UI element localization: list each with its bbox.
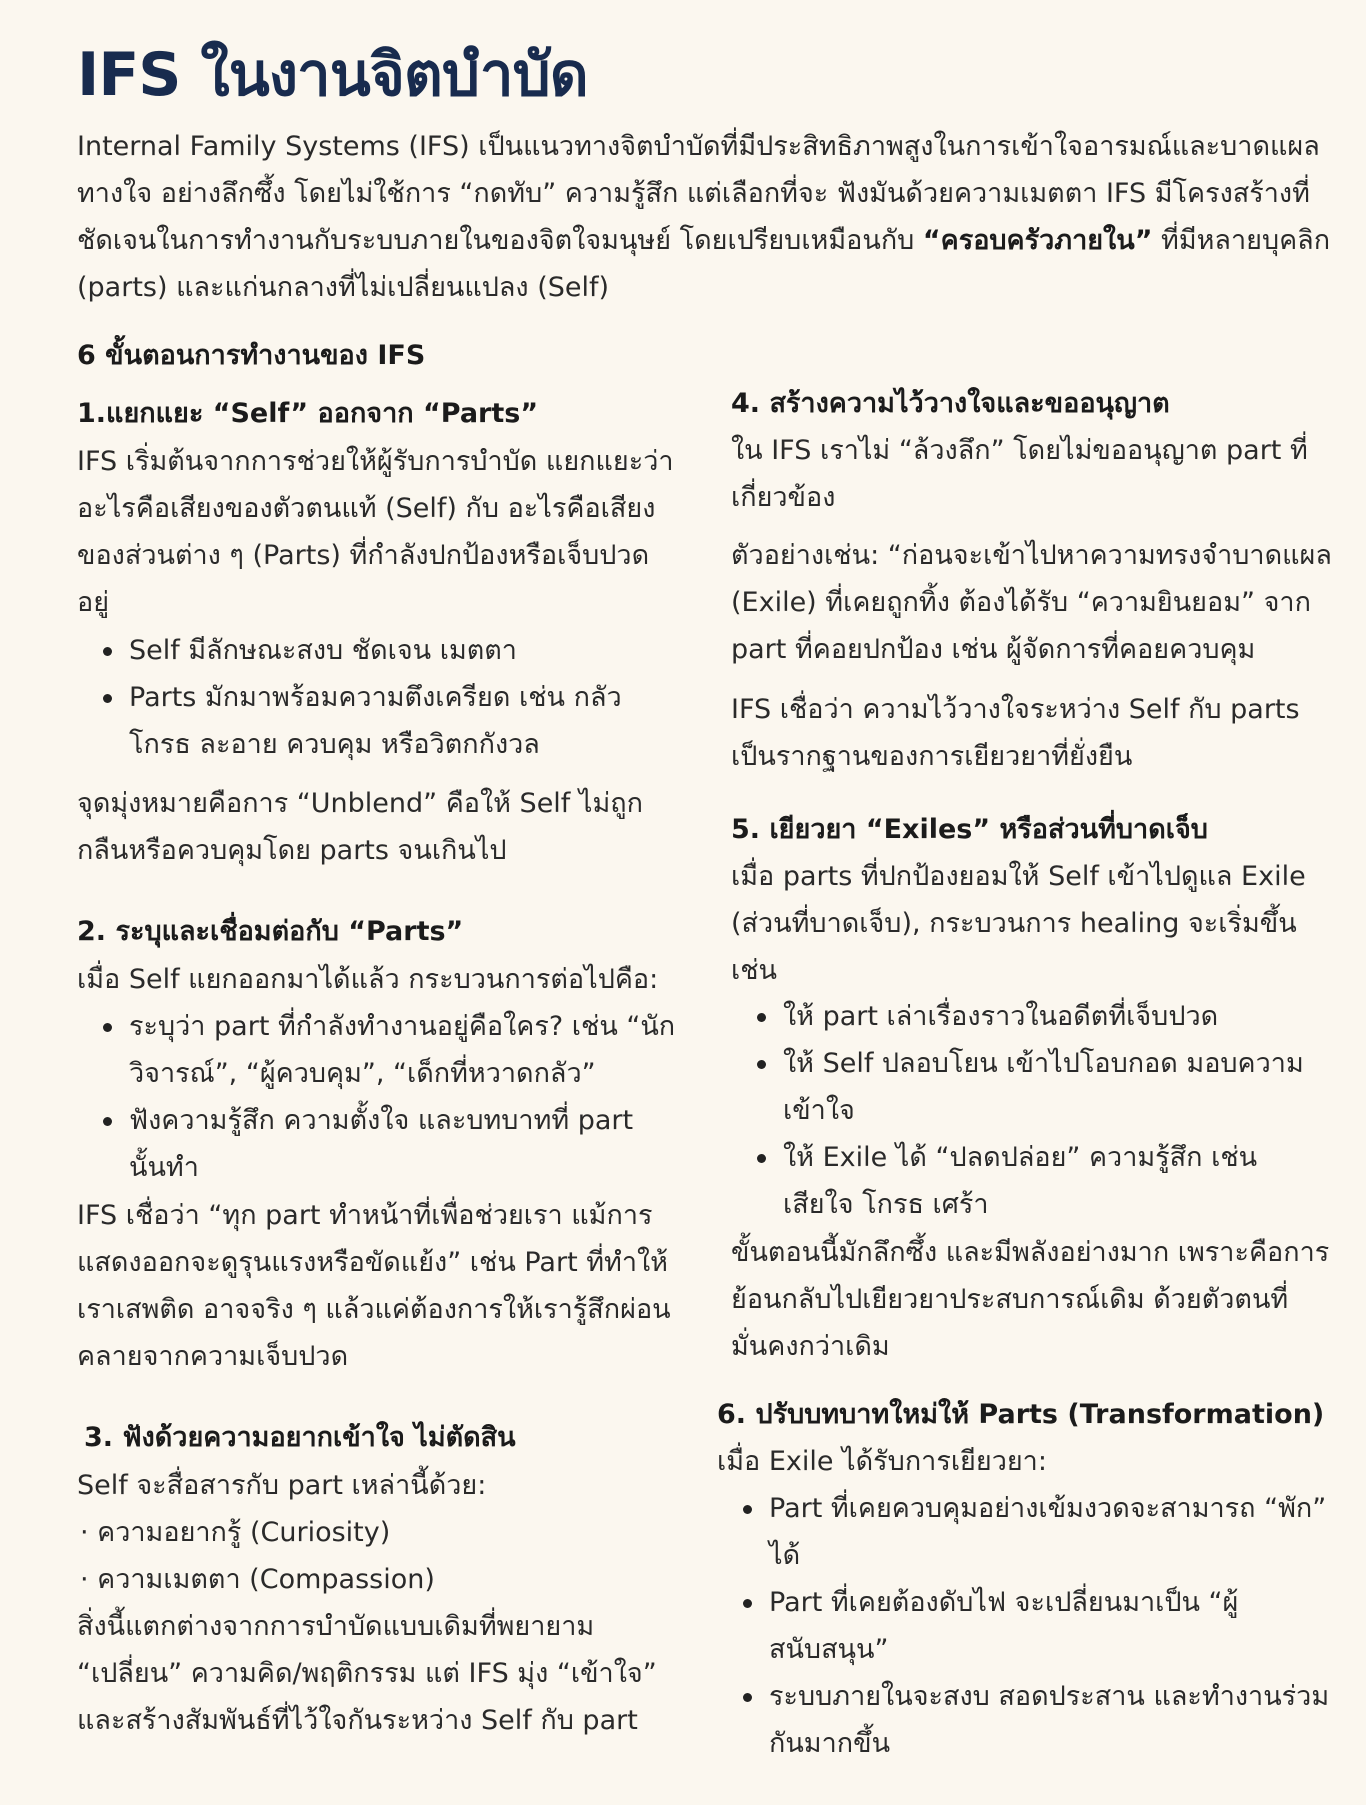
step1-goal: จุดมุ่งหมายคือการ “Unblend” คือให้ Self ไม่ถูกกลืนหรือควบคุมโดย parts จนเกินไป bbox=[77, 788, 643, 866]
step5-closing: ขั้นตอนนี้มักลึกซึ้ง และมีพลังอย่างมาก เพราะคือการย้อนกลับไปเยียวยาประสบการณ์เดิม ด้วยตัวตนที่มั่นคงกว่าเดิม bbox=[731, 1237, 1330, 1362]
step2-bullets bbox=[77, 1003, 677, 1191]
list-item: ให้ Self ปลอบโยน เข้าไปโอบกอด มอบความเข้าใจ bbox=[731, 1040, 1331, 1134]
intro-paragraph bbox=[77, 123, 1347, 311]
intro-emphasis: “ครอบครัวภายใน” bbox=[922, 225, 1153, 256]
step4-example: ตัวอย่างเช่น: “ก่อนจะเข้าไปหาความทรงจำบาดแผล (Exile) ที่เคยถูกทิ้ง ต้องได้รับ “ความยินยอม” จาก part ที่คอยปกป้อง เช่น ผู้จัดการที่คอยควบคุม bbox=[731, 540, 1332, 665]
step2-paragraph: เมื่อ Self แยกออกมาได้แล้ว กระบวนการต่อไปคือ: bbox=[77, 964, 659, 995]
intro-text: Internal Family Systems (IFS) เป็นแนวทางจิตบำบัดที่มีประสิทธิภาพสูงในการเข้าใจอารมณ์และบาดแผลทางใจ อย่างลึกซึ้ง โดยไม่ใช้การ “กดทับ” ความรู้สึก แต่เลือกที่จะ ฟังมันด้วยความเมตตา IFS มีโครงสร้างที่ชัดเจนในการทำงานกับระบบภายในของจิตใจมนุษย์ โดยเปรียบเหมือนกับ bbox=[77, 131, 1320, 256]
step1-heading: 1.แยกแยะ “Self” ออกจาก “Parts” bbox=[77, 398, 539, 429]
step3-paragraph: Self จะสื่อสารกับ part เหล่านี้ด้วย: bbox=[77, 1470, 487, 1501]
step2-belief: IFS เชื่อว่า “ทุก part ทำหน้าที่เพื่อช่วยเรา แม้การแสดงออกจะดูรุนแรงหรือขัดแย้ง” เช่น Part ที่ทำให้เราเสพติด อาจจริง ๆ แล้วแค่ต้องการให้เรารู้สึกผ่อนคลายจากความเจ็บปวด bbox=[77, 1200, 671, 1372]
step6-paragraph: เมื่อ Exile ได้รับการเยียวยา: bbox=[717, 1446, 1047, 1477]
step1-bullets bbox=[77, 627, 677, 768]
step3-item-compassion: · ความเมตตา (Compassion) bbox=[80, 1564, 435, 1595]
step3-heading: 3. ฟังด้วยความอยากเข้าใจ ไม่ตัดสิน bbox=[84, 1422, 516, 1453]
step4-belief: IFS เชื่อว่า ความไว้วางใจระหว่าง Self กับ parts เป็นรากฐานของการเยียวยาที่ยั่งยืน bbox=[731, 694, 1300, 772]
list-item: ให้ part เล่าเรื่องราวในอดีตที่เจ็บปวด bbox=[731, 993, 1331, 1040]
list-item: ระบุว่า part ที่กำลังทำงานอยู่คือใคร? เช่น “นักวิจารณ์”, “ผู้ควบคุม”, “เด็กที่หวาดกลัว” bbox=[77, 1003, 677, 1097]
step5-paragraph: เมื่อ parts ที่ปกป้องยอมให้ Self เข้าไปดูแล Exile (ส่วนที่บาดเจ็บ), กระบวนการ healing จะเริ่มขึ้น เช่น bbox=[731, 861, 1306, 986]
list-item: ฟังความรู้สึก ความตั้งใจ และบทบาทที่ part นั้นทำ bbox=[77, 1097, 677, 1191]
step2-heading: 2. ระบุและเชื่อมต่อกับ “Parts” bbox=[77, 916, 464, 947]
list-item: Self มีลักษณะสงบ ชัดเจน เมตตา bbox=[77, 627, 677, 674]
list-item: Parts มักมาพร้อมความตึงเครียด เช่น กลัว โกรธ ละอาย ควบคุม หรือวิตกกังวล bbox=[77, 674, 677, 768]
intro-text-end: ที่มีหลายบุคลิก (parts) และแก่นกลางที่ไม่เปลี่ยนแปลง (Self) bbox=[77, 225, 1331, 303]
step4-paragraph: ใน IFS เราไม่ “ล้วงลึก” โดยไม่ขออนุญาต part ที่เกี่ยวข้อง bbox=[731, 435, 1308, 513]
step3-closing: สิ่งนี้แตกต่างจากการบำบัดแบบเดิมที่พยายาม “เปลี่ยน” ความคิด/พฤติกรรม แต่ IFS มุ่ง “เข้าใจ” และสร้างสัมพันธ์ที่ไว้ใจกันระหว่าง Self กับ part bbox=[77, 1611, 657, 1736]
list-item: Part ที่เคยต้องดับไฟ จะเปลี่ยนมาเป็น “ผู้สนับสนุน” bbox=[717, 1579, 1357, 1673]
step5-heading: 5. เยียวยา “Exiles” หรือส่วนที่บาดเจ็บ bbox=[731, 814, 1208, 845]
step1-paragraph: IFS เริ่มต้นจากการช่วยให้ผู้รับการบำบัด แยกแยะว่าอะไรคือเสียงของตัวตนแท้ (Self) กับ อะไรคือเสียงของส่วนต่าง ๆ (Parts) ที่กำลังปกป้องหรือเจ็บปวดอยู่ bbox=[77, 446, 674, 618]
list-item: Part ที่เคยควบคุมอย่างเข้มงวดจะสามารถ “พัก” ได้ bbox=[717, 1485, 1357, 1579]
page-title: IFS ในงานจิตบำบัด bbox=[77, 40, 588, 110]
step6-bullets bbox=[717, 1485, 1357, 1767]
list-item: ระบบภายในจะสงบ สอดประสาน และทำงานร่วมกันมากขึ้น bbox=[717, 1673, 1357, 1767]
steps-title: 6 ขั้นตอนการทำงานของ IFS bbox=[77, 340, 426, 371]
list-item: ให้ Exile ได้ “ปลดปล่อย” ความรู้สึก เช่น เสียใจ โกรธ เศร้า bbox=[731, 1134, 1331, 1228]
step6-heading: 6. ปรับบทบาทใหม่ให้ Parts (Transformation) bbox=[717, 1399, 1325, 1430]
step3-item-curiosity: · ความอยากรู้ (Curiosity) bbox=[80, 1517, 391, 1548]
step5-bullets bbox=[731, 993, 1331, 1228]
step4-heading: 4. สร้างความไว้วางใจและขออนุญาต bbox=[731, 388, 1170, 419]
